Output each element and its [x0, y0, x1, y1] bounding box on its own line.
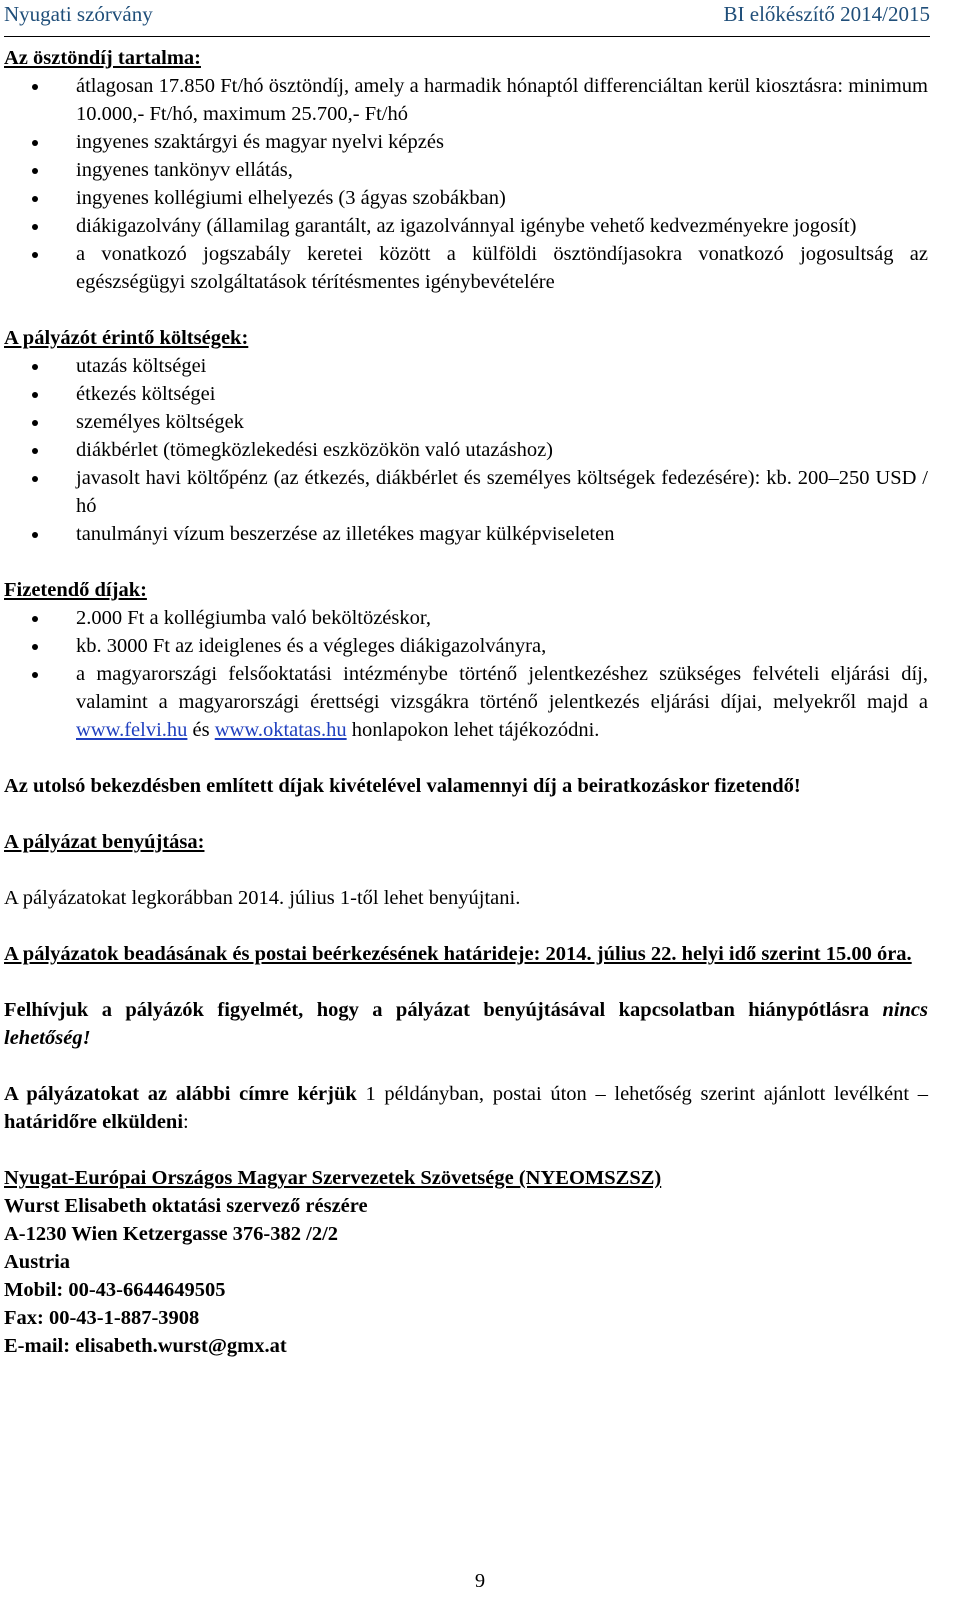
mailing-address — [4, 1164, 928, 1360]
bullet-icon — [32, 224, 38, 230]
bullet-icon — [32, 392, 38, 398]
header-left: Nyugati szórvány — [4, 2, 153, 26]
list-item: ingyenes tankönyv ellátás, — [4, 156, 928, 184]
costs-list — [4, 352, 928, 548]
attention-paragraph: Felhívjuk a pályázók figyelmét, hogy a pályázat benyújtásával kapcsolatban hiánypótlásra nincs lehetőség! — [4, 999, 929, 1049]
address-line: A-1230 Wien Ketzergasse 376-382 /2/2 — [4, 1223, 339, 1245]
page-number: 9 — [474, 1570, 486, 1592]
section-title-submission: A pályázat benyújtása: — [4, 831, 205, 853]
list-item: tanulmányi vízum beszerzése az illetékes magyar külképviseleten — [4, 520, 928, 548]
list-item: ingyenes kollégiumi elhelyezés (3 ágyas szobákban) — [4, 184, 928, 212]
address-line: Wurst Elisabeth oktatási szervező részére — [4, 1195, 368, 1217]
list-item: a vonatkozó jogszabály keretei között a külföldi ösztöndíjasokra vonatkozó jogosultság az egészségügyi szolgáltatások térítésmentes igénybevételére — [4, 240, 928, 296]
bullet-icon — [32, 448, 38, 454]
list-item: személyes költségek — [4, 408, 928, 436]
bullet-icon — [32, 616, 38, 622]
bullet-icon — [32, 364, 38, 370]
list-item: diákbérlet (tömegközlekedési eszközökön való utazáshoz) — [4, 436, 928, 464]
bullet-icon — [32, 532, 38, 538]
list-item: 2.000 Ft a kollégiumba való beköltözéskor, — [4, 604, 928, 632]
send-instructions: A pályázatokat az alábbi címre kérjük 1 példányban, postai úton – lehetőség szerint ajánlott levélként – határidőre elküldeni: — [4, 1083, 929, 1133]
scholarship-list — [4, 72, 928, 296]
fees-note: Az utolsó bekezdésben említett díjak kivételével valamennyi díj a beiratkozáskor fizetendő! — [4, 775, 801, 797]
submission-text: A pályázatokat legkorábban 2014. július 1-től lehet benyújtani. — [4, 887, 521, 909]
bullet-icon — [32, 644, 38, 650]
bullet-icon — [32, 252, 38, 258]
bullet-icon — [32, 420, 38, 426]
address-email: E-mail: elisabeth.wurst@gmx.at — [4, 1335, 287, 1357]
list-item: ingyenes szaktárgyi és magyar nyelvi képzés — [4, 128, 928, 156]
felvi-link[interactable]: www.felvi.hu — [76, 719, 188, 741]
bullet-icon — [32, 84, 38, 90]
fees-list — [4, 604, 928, 744]
address-org: Nyugat-Európai Országos Magyar Szervezetek Szövetsége (NYEOMSZSZ) — [4, 1167, 662, 1189]
bullet-icon — [32, 196, 38, 202]
address-mobile: Mobil: 00-43-6644649505 — [4, 1279, 226, 1301]
document-body — [4, 44, 928, 1360]
header-right: BI előkészítő 2014/2015 — [723, 2, 930, 26]
list-item: átlagosan 17.850 Ft/hó ösztöndíj, amely a harmadik hónaptól differenciáltan kerül kiosztásra: minimum 10.000,- Ft/hó, maximum 25.700,- Ft/hó — [4, 72, 928, 128]
list-item: a magyarországi felsőoktatási intézménybe történő jelentkezéshez szükséges felvételi eljárási díj, valamint a magyarországi érettségi vizsgákra történő jelentkezés eljárási díjai, melyekről majd a www.felvi.hu és www.oktatas.hu honlapokon lehet tájékozódni. — [4, 660, 928, 744]
section-title-fees: Fizetendő díjak: — [4, 579, 147, 601]
list-item: utazás költségei — [4, 352, 928, 380]
bullet-icon — [32, 476, 38, 482]
list-item: diákigazolvány (államilag garantált, az igazolvánnyal igénybe vehető kedvezményekre jogosít) — [4, 212, 928, 240]
oktatas-link[interactable]: www.oktatas.hu — [214, 719, 347, 741]
address-fax: Fax: 00-43-1-887-3908 — [4, 1307, 200, 1329]
section-title-costs: A pályázót érintő költségek: — [4, 327, 249, 349]
page-header — [4, 0, 930, 37]
bullet-icon — [32, 672, 38, 678]
list-item: javasolt havi költőpénz (az étkezés, diákbérlet és személyes költségek fedezésére): kb. 200–250 USD / hó — [4, 464, 928, 520]
bullet-icon — [32, 140, 38, 146]
list-item: étkezés költségei — [4, 380, 928, 408]
bullet-icon — [32, 168, 38, 174]
address-line: Austria — [4, 1251, 71, 1273]
section-title-scholarship: Az ösztöndíj tartalma: — [4, 47, 201, 69]
list-item: kb. 3000 Ft az ideiglenes és a végleges diákigazolványra, — [4, 632, 928, 660]
deadline-text: A pályázatok beadásának és postai beérkezésének határideje: 2014. július 22. helyi idő szerint 15.00 óra. — [4, 943, 912, 965]
